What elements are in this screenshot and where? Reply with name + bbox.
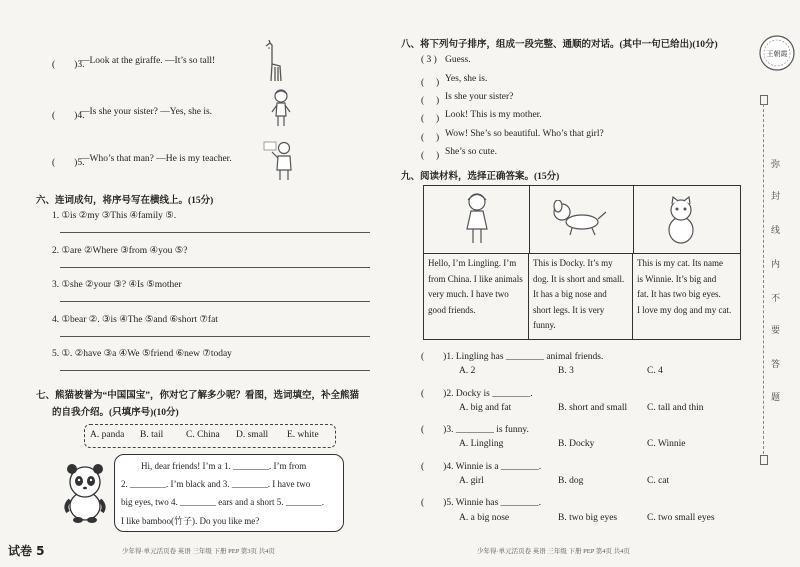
seal-stamp-icon	[758, 34, 796, 72]
panda-icon	[60, 462, 110, 524]
right-footer: 少年得·单元活页卷 英语 三年级 下册 PEP 第4页 共4页	[477, 548, 630, 555]
s6-answer-line-2[interactable]	[60, 267, 370, 268]
section-9-title: 九、阅读材料，选择正确答案。(15分)	[401, 172, 560, 182]
section-6-title: 六、连词成句，将序号写在横线上。(15分)	[36, 196, 214, 206]
s9-q4-stem: ( )4. Winnie is a ________.	[421, 462, 542, 472]
cell2-line2: dog. It is short and small.	[533, 273, 625, 284]
page-label: 试卷 5	[8, 544, 45, 558]
cell1-line1: Hello, I’m Lingling. I’m	[428, 258, 517, 268]
passage-line-4: I like bamboo(竹子). Do you like me?	[121, 516, 260, 526]
sidebar-char-7: 答	[771, 360, 781, 370]
cell3-line1: This is my cat. Its name	[637, 258, 723, 268]
sidebar-char-1: 弥	[771, 160, 781, 170]
seal-text: 王朝霞	[766, 50, 788, 58]
cell-lingling	[424, 253, 529, 339]
cell2-line4: short legs. It is very	[533, 304, 605, 315]
cell3-line3: fat. It has two big eyes.	[637, 289, 721, 299]
q5-text: —Who’s that man? —He is my teacher.	[80, 154, 232, 164]
s9-q5-opt-a[interactable]: A. a big nose	[459, 513, 510, 523]
s9-q3-opt-a[interactable]: A. Lingling	[459, 439, 504, 449]
sidebar-char-5: 不	[771, 294, 781, 304]
cell3-line2: is Winnie. It’s big and	[637, 273, 717, 284]
section-7-title-line1: 七、熊猫被誉为“中国国宝”，你对它了解多少呢？看图，选词填空，补全熊猫	[36, 391, 360, 401]
s9-q3-stem: ( )3. ________ is funny.	[421, 425, 529, 435]
s6-item-3: 3. ①she ②your ③? ④Is ⑤mother	[52, 280, 182, 290]
q3-number: ( )3.	[52, 60, 85, 70]
s9-q3-opt-c[interactable]: C. Winnie	[647, 439, 686, 449]
binding-dashed-line	[763, 104, 764, 454]
s6-answer-line-5[interactable]	[60, 370, 370, 371]
girl-icon	[268, 88, 294, 128]
binding-margin	[752, 0, 800, 567]
passage-line-1: Hi, dear friends! I’m a 1. ________. I’m from	[141, 461, 307, 471]
cat-icon	[664, 196, 698, 246]
cell2-line3: It has a big nose and	[533, 289, 607, 299]
s9-q1-opt-c[interactable]: C. 4	[647, 366, 663, 376]
passage-line-3: big eyes, two 4. ________ ears and a short 5. ________.	[121, 497, 324, 507]
passage-line-2: 2. ________. I’m black and 3. ________. I have two	[121, 479, 311, 489]
s9-q1-stem: ( )1. Lingling has ________ animal friends.	[421, 352, 604, 362]
s6-answer-line-3[interactable]	[60, 301, 370, 302]
q5-number: ( )5.	[52, 158, 85, 168]
s8-num-1: ( 3 )	[421, 55, 437, 65]
sidebar-char-2: 封	[771, 192, 781, 202]
s8-text-1: Guess.	[445, 55, 471, 65]
cell1-line2: from China. I like animals	[428, 273, 523, 284]
reading-table	[423, 185, 741, 340]
left-page	[0, 0, 390, 567]
s9-q2-opt-b[interactable]: B. short and small	[558, 403, 628, 413]
cell1-line4: good friends.	[428, 304, 476, 315]
s6-answer-line-4[interactable]	[60, 336, 370, 337]
table-col-divider-2	[633, 186, 634, 253]
q4-number: ( )4.	[52, 111, 85, 121]
word-option-d: D. small	[236, 430, 269, 440]
word-bank	[84, 424, 336, 448]
word-option-a: A. panda	[90, 430, 125, 440]
s9-q4-opt-c[interactable]: C. cat	[647, 476, 670, 486]
cell-winnie	[633, 253, 740, 339]
panda-speech-bubble	[114, 454, 344, 532]
dog-icon	[550, 200, 608, 236]
s9-q2-opt-a[interactable]: A. big and fat	[459, 403, 512, 413]
s9-q1-opt-b[interactable]: B. 3	[558, 366, 574, 376]
left-footer: 少年得·单元活页卷 英语 三年级 下册 PEP 第3页 共4页	[122, 548, 275, 555]
sidebar-char-4: 内	[771, 260, 781, 270]
s8-num-3: ( )	[421, 96, 440, 106]
binding-mark-top	[760, 95, 768, 105]
s6-item-5: 5. ①. ②have ③a ④We ⑤friend ⑥new ⑦today	[52, 349, 232, 359]
s9-q5-opt-b[interactable]: B. two big eyes	[558, 513, 618, 523]
word-option-c: C. China	[186, 430, 220, 440]
girl-lingling-icon	[462, 191, 492, 247]
word-option-b: B. tail	[140, 430, 164, 440]
s6-item-4: 4. ①bear ②. ③is ④The ⑤and ⑥short ⑦fat	[52, 315, 218, 325]
word-option-e: E. white	[287, 430, 319, 440]
sidebar-char-3: 线	[771, 226, 781, 236]
section-7-title-line2: 的自我介绍。(只填序号)(10分)	[52, 408, 179, 418]
s9-q2-stem: ( )2. Docky is ________.	[421, 389, 533, 399]
cell-docky	[529, 253, 633, 339]
q3-text: —Look at the giraffe. —It’s so tall!	[80, 56, 216, 66]
s6-item-2: 2. ①are ②Where ③from ④you ⑤?	[52, 246, 188, 256]
binding-mark-bottom	[760, 455, 768, 465]
teacher-icon	[262, 138, 298, 182]
q4-text: —Is she your sister? —Yes, she is.	[80, 107, 213, 117]
section-8-title: 八、将下列句子排序，组成一段完整、通顺的对话。(其中一句已给出)(10分)	[401, 40, 718, 50]
s9-q4-opt-b[interactable]: B. dog	[558, 476, 584, 486]
s9-q1-opt-a[interactable]: A. 2	[459, 366, 476, 376]
cell1-line3: very much. I have two	[428, 289, 509, 299]
s8-num-6: ( )	[421, 151, 440, 161]
sidebar-char-6: 要	[771, 326, 781, 336]
right-page	[395, 0, 745, 567]
s6-answer-line-1[interactable]	[60, 232, 370, 233]
table-col-divider-1	[529, 186, 530, 253]
sidebar-char-8: 题	[771, 393, 781, 403]
s9-q3-opt-b[interactable]: B. Docky	[558, 439, 595, 449]
cell2-line1: This is Docky. It’s my	[533, 258, 613, 268]
s9-q2-opt-c[interactable]: C. tall and thin	[647, 403, 704, 413]
giraffe-icon	[262, 38, 284, 83]
s9-q5-opt-c[interactable]: C. two small eyes	[647, 513, 715, 523]
s8-text-6: She’s so cute.	[445, 147, 497, 157]
s8-text-5: Wow! She’s so beautiful. Who’s that girl?	[445, 129, 604, 139]
s9-q5-stem: ( )5. Winnie has ________.	[421, 498, 542, 508]
s8-text-2: Yes, she is.	[445, 74, 488, 84]
s8-text-4: Look! This is my mother.	[445, 110, 542, 120]
s8-text-3: Is she your sister?	[445, 92, 514, 102]
s8-num-5: ( )	[421, 133, 440, 143]
s9-q4-opt-a[interactable]: A. girl	[459, 476, 484, 486]
cell2-line5: funny.	[533, 320, 556, 330]
s8-num-2: ( )	[421, 78, 440, 88]
s8-num-4: ( )	[421, 114, 440, 124]
cell3-line4: I love my dog and my cat.	[637, 304, 732, 315]
s6-item-1: 1. ①is ②my ③This ④family ⑤.	[52, 211, 177, 221]
